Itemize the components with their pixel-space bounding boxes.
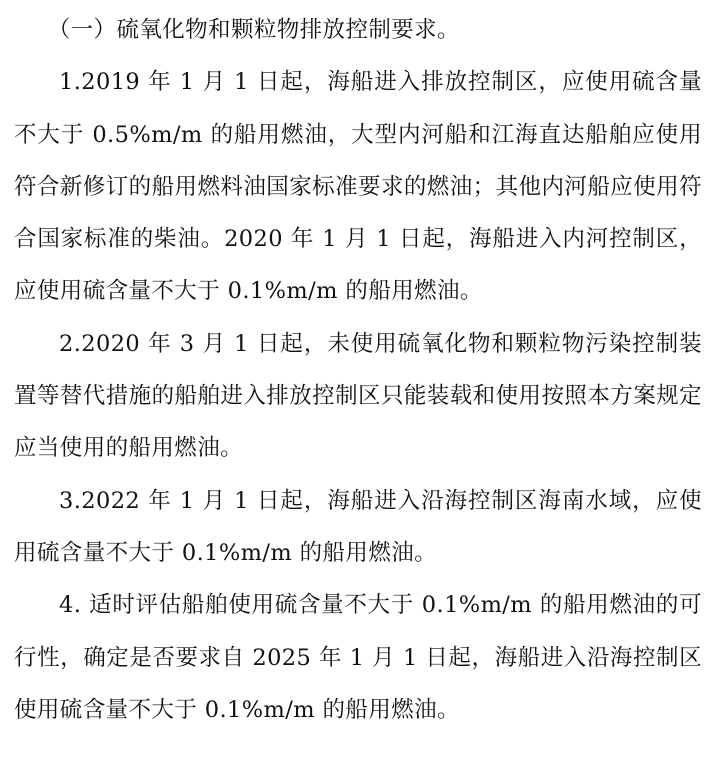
paragraph-3: 3.2022 年 1 月 1 日起，海船进入沿海控制区海南水域，应使用硫含量不大于 0.1%m/m 的船用燃油。 [14, 487, 702, 566]
section-heading: （一）硫氧化物和颗粒物排放控制要求。 [47, 17, 460, 43]
paragraph-4: 4. 适时评估船舶使用硫含量不大于 0.1%m/m 的船用燃油的可行性，确定是否要求自 2025 年 1 月 1 日起，海船进入沿海控制区使用硫含量不大于 0.1%m/m 的船用燃油。 [14, 592, 702, 723]
paragraph-2: 2.2020 年 3 月 1 日起，未使用硫氧化物和颗粒物污染控制装置等替代措施的船舶进入排放控制区只能装载和使用按照本方案规定应当使用的船用燃油。 [14, 330, 702, 462]
paragraph-1: 1.2019 年 1 月 1 日起，海船进入排放控制区，应使用硫含量不大于 0.5%m/m 的船用燃油，大型内河船和江海直达船舶应使用符合新修订的船用燃料油国家标准要求的燃油；其他内河船应使用符合国家标准的柴油。2020 年 1 月 1 日起，海船进入内河控制区，应使用硫含量不大于 0.1%m/m 的船用燃油。 [14, 69, 702, 305]
document-body [14, 4, 702, 736]
